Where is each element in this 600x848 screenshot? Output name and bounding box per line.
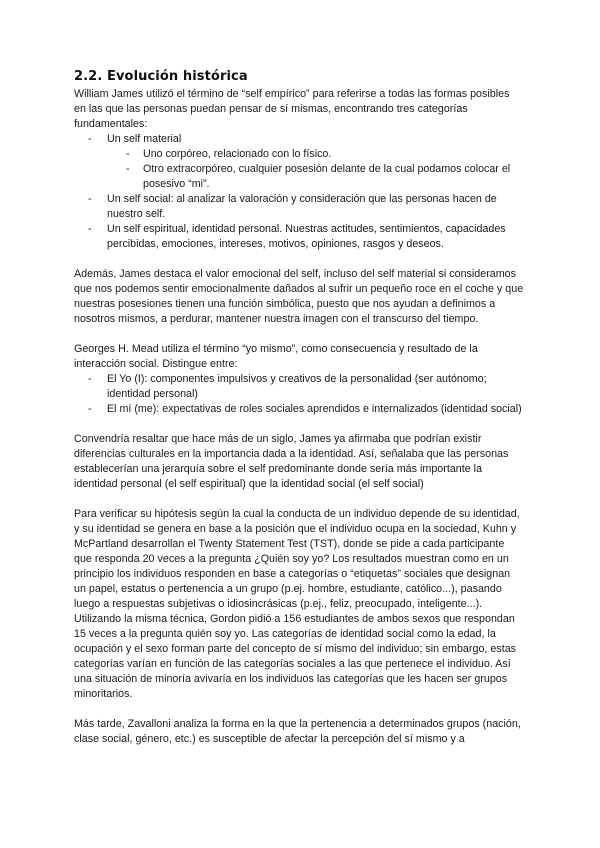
paragraph-zavalloni: Más tarde, Zavalloni analiza la forma en la que la pertenencia a determinados grupos (nación, clase social, género, etc.) es susceptible de afectar la percepción del sí mismo y a [74, 718, 521, 745]
list-item-mi: - El mí (me): expectativas de roles sociales aprendidos e internalizados (identidad social) [74, 402, 524, 417]
sub-list-item: - Uno corpóreo, relacionado con lo físico. [107, 147, 524, 162]
mead-list [74, 372, 524, 417]
self-categories-list [74, 132, 524, 252]
list-item-self-material [74, 132, 524, 192]
sub-list-item: - Otro extracorpóreo, cualquier posesión delante de la cual podamos colocar el posesivo “mi”. [107, 162, 524, 192]
paragraph-james-intro: William James utilizó el término de “self empírico” para referirse a todas las formas posibles en las que las personas puedan pensar de sí mismas, encontrando tres categorías fundamentales: [74, 88, 510, 130]
self-material-label: Un self material [107, 133, 182, 145]
list-item-yo: - El Yo (I): componentes impulsivos y creativos de la personalidad (ser autónomo; identidad personal) [74, 372, 524, 402]
section-heading: 2.2. Evolución histórica [74, 69, 248, 84]
paragraph-mead: Georges H. Mead utiliza el término “yo mismo”, como consecuencia y resultado de la interacción social. Distingue entre: [74, 343, 478, 370]
list-item-self-social: - Un self social: al analizar la valoración y consideración que las personas hacen de nuestro self. [74, 192, 524, 222]
paragraph-tst: Para verificar su hipótesis según la cual la conducta de un individuo depende de su identidad, y su identidad se genera en base a la posición que el individuo ocupa en la sociedad, Kuhn y McPartland desarrollan el Twenty Statement Test (TST), donde se pide a cada participante que responda 20 veces a la pregunta ¿Quién soy yo? Los resultados muestran como en un principio los individuos responden en base a categorías o “etiquetas” sociales que designan un papel, estatus o pertenencia a un grupo (p.ej. hombre, estudiante, católico...), pasando luego a respuestas subjetivas o idiosincrásicas (p.ej., feliz, preocupado, inteligente...). Utilizando la misma técnica, Gordon pidió a 156 estudiantes de ambos sexos que respondan 15 veces a la pregunta quién soy yo. Las categorías de identidad social como la edad, la ocupación y el sexo forman parte del concepto de sí mismo del individuo; sin embargo, estas categorías varían en función de las categorías sociales a las que pertenece el individuo. Así una situación de minoría avivaría en los individuos las categorías que les hacen ser grupos minoritarios. [74, 508, 520, 700]
paragraph-cultural-differences: Convendría resaltar que hace más de un siglo, James ya afirmaba que podrían existir diferencias culturales en la importancia dada a la identidad. Así, señalaba que las personas establecerían una jerarquía sobre el self predominante donde sería más importante la identidad personal (el self espiritual) que la identidad social (el self social) [74, 433, 509, 490]
self-material-sublist [107, 147, 524, 192]
paragraph-james-emotional: Además, James destaca el valor emocional del self, incluso del self material si consideramos que nos podemos sentir emocionalmente dañados al sufrir un pequeño roce en el coche y que nuestras posesiones tienen una función simbólica, puesto que nos ayudan a definimos a nosotros mismos, a perdurar, mantener nuestra imagen con el transcurso del tiempo. [74, 268, 524, 325]
list-item-self-espiritual: - Un self espiritual, identidad personal. Nuestras actitudes, sentimientos, capacidades percibidas, emociones, intereses, motivos, opiniones, rasgos y deseos. [74, 222, 524, 252]
